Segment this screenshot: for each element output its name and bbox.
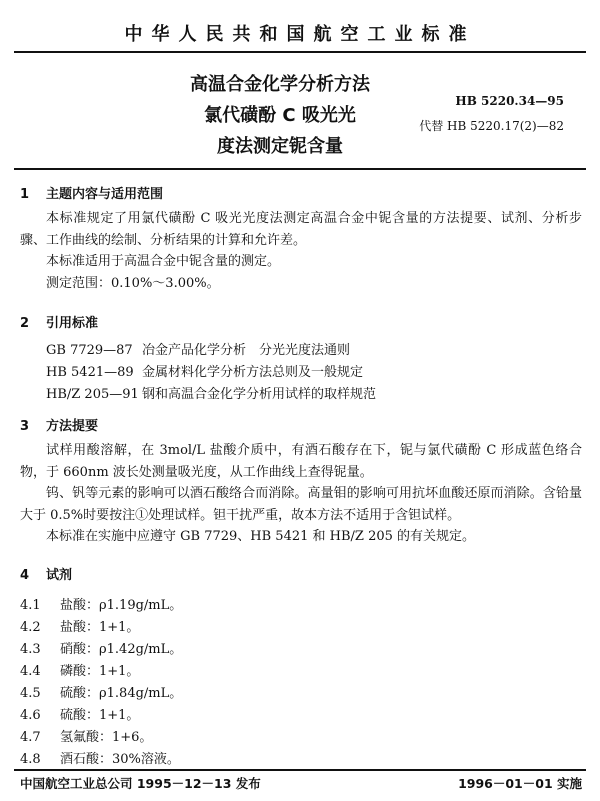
item-text: 氢氟酸：1+6。: [60, 730, 153, 745]
reagent-item: [20, 704, 139, 723]
reagent-item: [20, 682, 182, 701]
replaces-standard: 代替 HB 5220.17(2)—82: [419, 119, 564, 133]
footer-rule: [14, 769, 586, 771]
section-number: 2: [20, 316, 30, 331]
reagent-item: [20, 748, 180, 767]
section-1-heading: [20, 183, 163, 202]
item-number: 4.5: [20, 686, 41, 701]
section-title: 主题内容与适用范围: [46, 187, 164, 202]
reference-title: 金属材料化学分析方法总则及一般规定: [142, 365, 364, 380]
paragraph: 测定范围：0.10%～3.00%。: [46, 275, 220, 291]
reagent-item: [20, 638, 182, 657]
reference-title: 钢和高温合金化学分析用试样的取样规范: [142, 387, 377, 402]
item-number: 4.4: [20, 664, 41, 679]
item-text: 硝酸：ρ1.42g/mL。: [60, 642, 183, 657]
item-number: 4.1: [20, 598, 41, 613]
reference-item: [46, 339, 350, 358]
item-text: 磷酸：1+1。: [60, 664, 140, 679]
section-number: 3: [20, 419, 30, 434]
item-number: 4.6: [20, 708, 41, 723]
section-4-heading: [20, 564, 72, 583]
section-3-heading: [20, 415, 98, 434]
reference-code: GB 7729—87: [46, 343, 133, 358]
item-text: 盐酸：ρ1.19g/mL。: [60, 598, 183, 613]
reference-title: 冶金产品化学分析 分光光度法通则: [142, 343, 351, 358]
item-text: 硫酸：ρ1.84g/mL。: [60, 686, 183, 701]
paragraph: 试样用酸溶解，在 3mol/L 盐酸介质中，有酒石酸存在下，铌与氯代磺酚 C 形成蓝色络合物，于 660nm 波长处测量吸光度，从工作曲线上查得铌量。: [20, 443, 582, 480]
section-title: 引用标准: [46, 316, 99, 331]
section-2-heading: [20, 312, 98, 331]
paragraph: 本标准在实施中应遵守 GB 7729、HB 5421 和 HB/Z 205 的有关规定。: [46, 529, 476, 544]
section-number: 4: [20, 568, 30, 583]
item-number: 4.7: [20, 730, 41, 745]
issuer-line: 中国航空工业总公司 1995－12－13 发布: [20, 776, 261, 791]
section-number: 1: [20, 187, 30, 202]
item-text: 盐酸：1+1。: [60, 620, 140, 635]
reagent-item: [20, 594, 182, 613]
reference-code: HB/Z 205—91: [46, 387, 139, 402]
item-number: 4.3: [20, 642, 41, 657]
title-line-1: 高温合金化学分析方法: [190, 74, 370, 95]
reference-item: [46, 361, 363, 380]
item-number: 4.8: [20, 752, 41, 767]
header-rule: [14, 51, 586, 53]
reagent-item: [20, 660, 139, 679]
title-line-3: 度法测定铌含量: [217, 136, 343, 157]
reference-item: [46, 383, 376, 402]
section-1-body: [20, 208, 582, 294]
title-line-2: 氯代磺酚 C 吸光光: [204, 105, 356, 126]
header-title: 中华人民共和国航空工业标准: [124, 24, 476, 45]
reagent-item: [20, 616, 139, 635]
item-number: 4.2: [20, 620, 41, 635]
section-3-body: [20, 440, 582, 548]
item-text: 硫酸：1+1。: [60, 708, 140, 723]
reagent-item: [20, 726, 152, 745]
effective-date: 1996－01－01 实施: [458, 776, 582, 791]
item-text: 酒石酸：30%溶液。: [60, 752, 180, 767]
reference-code: HB 5421—89: [46, 365, 134, 380]
paragraph: 本标准规定了用氯代磺酚 C 吸光光度法测定高温合金中铌含量的方法提要、试剂、分析步骤、工作曲线的绘制、分析结果的计算和允许差。: [20, 211, 582, 248]
section-title: 试剂: [46, 568, 73, 583]
title-rule: [14, 168, 586, 170]
paragraph: 钨、钒等元素的影响可以酒石酸络合而消除。高量钼的影响可用抗坏血酸还原而消除。含铪量大于 0.5%时要按注①处理试样。钽干扰严重，故本方法不适用于含钽试样。: [20, 486, 582, 523]
section-title: 方法提要: [46, 419, 99, 434]
paragraph: 本标准适用于高温合金中铌含量的测定。: [46, 254, 281, 269]
standard-number: HB 5220.34—95: [455, 94, 564, 108]
